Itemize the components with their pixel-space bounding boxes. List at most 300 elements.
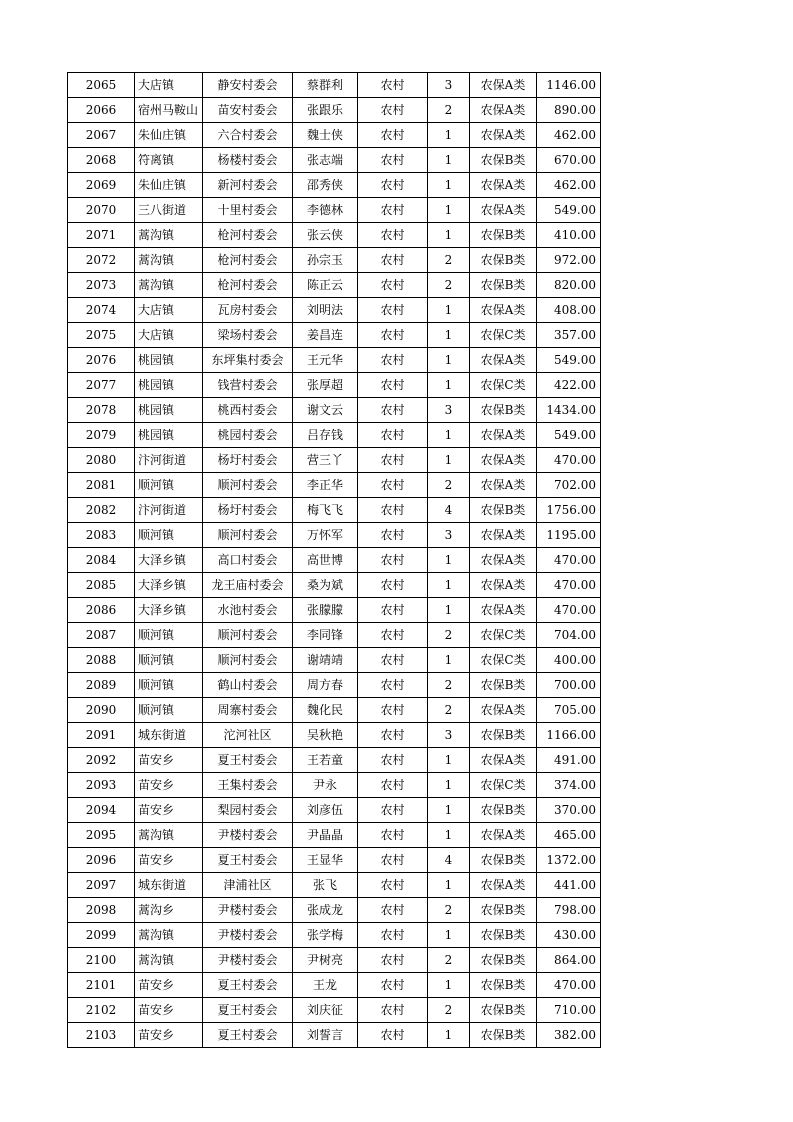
household-type-cell: 农村	[358, 848, 428, 873]
insurance-category-cell: 农保A类	[470, 73, 537, 98]
amount-cell: 702.00	[537, 473, 601, 498]
table-row	[68, 273, 601, 298]
person-name-cell: 刘誓言	[293, 1023, 358, 1048]
person-name-cell: 蔡群利	[293, 73, 358, 98]
member-count-cell: 1	[428, 748, 470, 773]
insurance-category-cell: 农保C类	[470, 373, 537, 398]
village-cell: 高口村委会	[203, 548, 293, 573]
household-type-cell: 农村	[358, 398, 428, 423]
town-cell: 朱仙庄镇	[135, 173, 203, 198]
record-id-cell: 2073	[68, 273, 135, 298]
insurance-category-cell: 农保C类	[470, 623, 537, 648]
member-count-cell: 1	[428, 548, 470, 573]
village-cell: 钱营村委会	[203, 373, 293, 398]
insurance-category-cell: 农保A类	[470, 123, 537, 148]
amount-cell: 462.00	[537, 173, 601, 198]
town-cell: 蒿沟乡	[135, 898, 203, 923]
person-name-cell: 魏化民	[293, 698, 358, 723]
household-type-cell: 农村	[358, 698, 428, 723]
member-count-cell: 1	[428, 823, 470, 848]
person-name-cell: 刘明法	[293, 298, 358, 323]
village-cell: 尹楼村委会	[203, 948, 293, 973]
insurance-category-cell: 农保B类	[470, 898, 537, 923]
table-row	[68, 898, 601, 923]
member-count-cell: 2	[428, 898, 470, 923]
household-type-cell: 农村	[358, 923, 428, 948]
village-cell: 鹤山村委会	[203, 673, 293, 698]
insurance-category-cell: 农保B类	[470, 923, 537, 948]
household-type-cell: 农村	[358, 173, 428, 198]
person-name-cell: 李德林	[293, 198, 358, 223]
table-row	[68, 248, 601, 273]
member-count-cell: 1	[428, 873, 470, 898]
amount-cell: 1372.00	[537, 848, 601, 873]
insurance-category-cell: 农保C类	[470, 648, 537, 673]
town-cell: 桃园镇	[135, 423, 203, 448]
person-name-cell: 张厚超	[293, 373, 358, 398]
village-cell: 杨圩村委会	[203, 448, 293, 473]
household-type-cell: 农村	[358, 98, 428, 123]
insurance-category-cell: 农保A类	[470, 423, 537, 448]
insurance-category-cell: 农保B类	[470, 973, 537, 998]
person-name-cell: 张飞	[293, 873, 358, 898]
person-name-cell: 高世博	[293, 548, 358, 573]
town-cell: 顺河镇	[135, 473, 203, 498]
town-cell: 大泽乡镇	[135, 598, 203, 623]
record-id-cell: 2069	[68, 173, 135, 198]
record-id-cell: 2089	[68, 673, 135, 698]
town-cell: 蒿沟镇	[135, 223, 203, 248]
household-type-cell: 农村	[358, 523, 428, 548]
household-type-cell: 农村	[358, 248, 428, 273]
table-row	[68, 73, 601, 98]
table-row	[68, 498, 601, 523]
person-name-cell: 刘庆征	[293, 998, 358, 1023]
town-cell: 大泽乡镇	[135, 573, 203, 598]
table-row	[68, 173, 601, 198]
member-count-cell: 1	[428, 573, 470, 598]
table-row	[68, 573, 601, 598]
village-cell: 沱河社区	[203, 723, 293, 748]
village-cell: 尹楼村委会	[203, 923, 293, 948]
town-cell: 桃园镇	[135, 373, 203, 398]
insurance-category-cell: 农保A类	[470, 298, 537, 323]
household-type-cell: 农村	[358, 148, 428, 173]
household-type-cell: 农村	[358, 548, 428, 573]
record-id-cell: 2071	[68, 223, 135, 248]
member-count-cell: 1	[428, 973, 470, 998]
amount-cell: 1146.00	[537, 73, 601, 98]
household-type-cell: 农村	[358, 573, 428, 598]
record-id-cell: 2092	[68, 748, 135, 773]
table-row	[68, 548, 601, 573]
insurance-category-cell: 农保A类	[470, 348, 537, 373]
village-cell: 夏王村委会	[203, 998, 293, 1023]
record-id-cell: 2086	[68, 598, 135, 623]
record-id-cell: 2090	[68, 698, 135, 723]
village-cell: 夏王村委会	[203, 973, 293, 998]
village-cell: 尹楼村委会	[203, 823, 293, 848]
amount-cell: 1756.00	[537, 498, 601, 523]
record-id-cell: 2103	[68, 1023, 135, 1048]
person-name-cell: 张学梅	[293, 923, 358, 948]
member-count-cell: 2	[428, 998, 470, 1023]
village-cell: 梁场村委会	[203, 323, 293, 348]
amount-cell: 470.00	[537, 973, 601, 998]
table-row	[68, 123, 601, 148]
member-count-cell: 1	[428, 798, 470, 823]
member-count-cell: 1	[428, 173, 470, 198]
record-id-cell: 2101	[68, 973, 135, 998]
person-name-cell: 王龙	[293, 973, 358, 998]
town-cell: 大店镇	[135, 73, 203, 98]
record-id-cell: 2088	[68, 648, 135, 673]
village-cell: 桃园村委会	[203, 423, 293, 448]
insurance-category-cell: 农保A类	[470, 173, 537, 198]
member-count-cell: 2	[428, 673, 470, 698]
member-count-cell: 1	[428, 923, 470, 948]
member-count-cell: 2	[428, 248, 470, 273]
person-name-cell: 陈正云	[293, 273, 358, 298]
person-name-cell: 桑为斌	[293, 573, 358, 598]
record-id-cell: 2085	[68, 573, 135, 598]
table-row	[68, 798, 601, 823]
record-id-cell: 2066	[68, 98, 135, 123]
table-row	[68, 973, 601, 998]
person-name-cell: 李同锋	[293, 623, 358, 648]
table-row	[68, 623, 601, 648]
household-type-cell: 农村	[358, 198, 428, 223]
member-count-cell: 1	[428, 198, 470, 223]
table-row	[68, 473, 601, 498]
town-cell: 顺河镇	[135, 698, 203, 723]
table-row	[68, 823, 601, 848]
member-count-cell: 3	[428, 723, 470, 748]
person-name-cell: 营三丫	[293, 448, 358, 473]
amount-cell: 470.00	[537, 573, 601, 598]
town-cell: 汴河街道	[135, 498, 203, 523]
record-id-cell: 2100	[68, 948, 135, 973]
person-name-cell: 梅飞飞	[293, 498, 358, 523]
person-name-cell: 魏士侠	[293, 123, 358, 148]
household-type-cell: 农村	[358, 598, 428, 623]
household-type-cell: 农村	[358, 723, 428, 748]
record-id-cell: 2098	[68, 898, 135, 923]
amount-cell: 470.00	[537, 598, 601, 623]
village-cell: 龙王庙村委会	[203, 573, 293, 598]
town-cell: 蒿沟镇	[135, 923, 203, 948]
village-cell: 夏王村委会	[203, 1023, 293, 1048]
town-cell: 朱仙庄镇	[135, 123, 203, 148]
table-row	[68, 348, 601, 373]
record-id-cell: 2070	[68, 198, 135, 223]
table-row	[68, 673, 601, 698]
record-id-cell: 2076	[68, 348, 135, 373]
member-count-cell: 1	[428, 598, 470, 623]
member-count-cell: 1	[428, 773, 470, 798]
household-type-cell: 农村	[358, 473, 428, 498]
insurance-category-cell: 农保A类	[470, 548, 537, 573]
household-type-cell: 农村	[358, 948, 428, 973]
person-name-cell: 张云侠	[293, 223, 358, 248]
amount-cell: 549.00	[537, 348, 601, 373]
record-id-cell: 2091	[68, 723, 135, 748]
person-name-cell: 张成龙	[293, 898, 358, 923]
household-type-cell: 农村	[358, 373, 428, 398]
household-type-cell: 农村	[358, 123, 428, 148]
town-cell: 汴河街道	[135, 448, 203, 473]
person-name-cell: 周方春	[293, 673, 358, 698]
member-count-cell: 3	[428, 398, 470, 423]
amount-cell: 382.00	[537, 1023, 601, 1048]
insurance-category-cell: 农保A类	[470, 98, 537, 123]
record-id-cell: 2094	[68, 798, 135, 823]
household-type-cell: 农村	[358, 773, 428, 798]
insurance-category-cell: 农保A类	[470, 473, 537, 498]
person-name-cell: 吴秋艳	[293, 723, 358, 748]
insurance-category-cell: 农保B类	[470, 273, 537, 298]
amount-cell: 370.00	[537, 798, 601, 823]
amount-cell: 710.00	[537, 998, 601, 1023]
record-id-cell: 2075	[68, 323, 135, 348]
insurance-category-cell: 农保A类	[470, 873, 537, 898]
table-row	[68, 1023, 601, 1048]
household-type-cell: 农村	[358, 1023, 428, 1048]
person-name-cell: 张跟乐	[293, 98, 358, 123]
town-cell: 蒿沟镇	[135, 248, 203, 273]
amount-cell: 704.00	[537, 623, 601, 648]
village-cell: 周寨村委会	[203, 698, 293, 723]
table-row	[68, 923, 601, 948]
member-count-cell: 1	[428, 348, 470, 373]
insurance-category-cell: 农保B类	[470, 248, 537, 273]
insurance-category-cell: 农保B类	[470, 998, 537, 1023]
village-cell: 夏王村委会	[203, 848, 293, 873]
village-cell: 梨园村委会	[203, 798, 293, 823]
record-id-cell: 2068	[68, 148, 135, 173]
village-cell: 东坪集村委会	[203, 348, 293, 373]
amount-cell: 549.00	[537, 423, 601, 448]
record-id-cell: 2079	[68, 423, 135, 448]
village-cell: 苗安村委会	[203, 98, 293, 123]
insurance-category-cell: 农保B类	[470, 223, 537, 248]
insurance-category-cell: 农保C类	[470, 773, 537, 798]
member-count-cell: 1	[428, 123, 470, 148]
member-count-cell: 3	[428, 73, 470, 98]
table-row	[68, 873, 601, 898]
town-cell: 符离镇	[135, 148, 203, 173]
record-id-cell: 2087	[68, 623, 135, 648]
household-type-cell: 农村	[358, 673, 428, 698]
member-count-cell: 2	[428, 98, 470, 123]
town-cell: 大泽乡镇	[135, 548, 203, 573]
amount-cell: 864.00	[537, 948, 601, 973]
village-cell: 桃西村委会	[203, 398, 293, 423]
record-id-cell: 2102	[68, 998, 135, 1023]
table-row	[68, 948, 601, 973]
member-count-cell: 1	[428, 323, 470, 348]
village-cell: 十里村委会	[203, 198, 293, 223]
person-name-cell: 孙宗玉	[293, 248, 358, 273]
village-cell: 津浦社区	[203, 873, 293, 898]
town-cell: 蒿沟镇	[135, 273, 203, 298]
record-id-cell: 2083	[68, 523, 135, 548]
village-cell: 杨圩村委会	[203, 498, 293, 523]
record-id-cell: 2080	[68, 448, 135, 473]
town-cell: 桃园镇	[135, 348, 203, 373]
person-name-cell: 姜昌连	[293, 323, 358, 348]
amount-cell: 462.00	[537, 123, 601, 148]
amount-cell: 670.00	[537, 148, 601, 173]
person-name-cell: 尹树亮	[293, 948, 358, 973]
record-id-cell: 2097	[68, 873, 135, 898]
village-cell: 顺河村委会	[203, 473, 293, 498]
record-id-cell: 2077	[68, 373, 135, 398]
town-cell: 苗安乡	[135, 973, 203, 998]
person-name-cell: 刘彦伍	[293, 798, 358, 823]
insurance-category-cell: 农保B类	[470, 1023, 537, 1048]
insurance-category-cell: 农保A类	[470, 523, 537, 548]
town-cell: 大店镇	[135, 298, 203, 323]
amount-cell: 1166.00	[537, 723, 601, 748]
member-count-cell: 1	[428, 148, 470, 173]
member-count-cell: 1	[428, 1023, 470, 1048]
person-name-cell: 邵秀侠	[293, 173, 358, 198]
town-cell: 三八街道	[135, 198, 203, 223]
member-count-cell: 1	[428, 373, 470, 398]
village-cell: 静安村委会	[203, 73, 293, 98]
amount-cell: 400.00	[537, 648, 601, 673]
town-cell: 城东街道	[135, 873, 203, 898]
person-name-cell: 李正华	[293, 473, 358, 498]
amount-cell: 491.00	[537, 748, 601, 773]
village-cell: 枪河村委会	[203, 273, 293, 298]
record-id-cell: 2093	[68, 773, 135, 798]
table-row	[68, 773, 601, 798]
insurance-category-cell: 农保B类	[470, 673, 537, 698]
record-id-cell: 2082	[68, 498, 135, 523]
amount-cell: 430.00	[537, 923, 601, 948]
amount-cell: 700.00	[537, 673, 601, 698]
amount-cell: 441.00	[537, 873, 601, 898]
insurance-category-cell: 农保A类	[470, 448, 537, 473]
town-cell: 顺河镇	[135, 673, 203, 698]
town-cell: 顺河镇	[135, 648, 203, 673]
records-table-body	[68, 73, 601, 1048]
household-type-cell: 农村	[358, 273, 428, 298]
household-type-cell: 农村	[358, 798, 428, 823]
village-cell: 枪河村委会	[203, 223, 293, 248]
insurance-category-cell: 农保B类	[470, 498, 537, 523]
amount-cell: 357.00	[537, 323, 601, 348]
record-id-cell: 2096	[68, 848, 135, 873]
record-id-cell: 2081	[68, 473, 135, 498]
insurance-category-cell: 农保A类	[470, 748, 537, 773]
household-type-cell: 农村	[358, 423, 428, 448]
table-row	[68, 748, 601, 773]
records-table	[67, 72, 601, 1048]
village-cell: 枪河村委会	[203, 248, 293, 273]
household-type-cell: 农村	[358, 898, 428, 923]
household-type-cell: 农村	[358, 648, 428, 673]
household-type-cell: 农村	[358, 448, 428, 473]
person-name-cell: 王元华	[293, 348, 358, 373]
village-cell: 顺河村委会	[203, 523, 293, 548]
person-name-cell: 尹永	[293, 773, 358, 798]
table-row	[68, 523, 601, 548]
town-cell: 苗安乡	[135, 798, 203, 823]
amount-cell: 890.00	[537, 98, 601, 123]
table-row	[68, 223, 601, 248]
table-row	[68, 398, 601, 423]
village-cell: 杨楼村委会	[203, 148, 293, 173]
person-name-cell: 谢文云	[293, 398, 358, 423]
record-id-cell: 2084	[68, 548, 135, 573]
village-cell: 六合村委会	[203, 123, 293, 148]
household-type-cell: 农村	[358, 298, 428, 323]
household-type-cell: 农村	[358, 623, 428, 648]
amount-cell: 465.00	[537, 823, 601, 848]
amount-cell: 820.00	[537, 273, 601, 298]
amount-cell: 798.00	[537, 898, 601, 923]
table-row	[68, 848, 601, 873]
member-count-cell: 1	[428, 423, 470, 448]
member-count-cell: 1	[428, 448, 470, 473]
town-cell: 蒿沟镇	[135, 948, 203, 973]
table-row	[68, 423, 601, 448]
town-cell: 顺河镇	[135, 523, 203, 548]
insurance-category-cell: 农保A类	[470, 198, 537, 223]
insurance-category-cell: 农保B类	[470, 148, 537, 173]
member-count-cell: 1	[428, 298, 470, 323]
town-cell: 蒿沟镇	[135, 823, 203, 848]
household-type-cell: 农村	[358, 498, 428, 523]
household-type-cell: 农村	[358, 973, 428, 998]
amount-cell: 1434.00	[537, 398, 601, 423]
household-type-cell: 农村	[358, 348, 428, 373]
town-cell: 桃园镇	[135, 398, 203, 423]
insurance-category-cell: 农保B类	[470, 798, 537, 823]
town-cell: 顺河镇	[135, 623, 203, 648]
member-count-cell: 2	[428, 273, 470, 298]
table-row	[68, 998, 601, 1023]
household-type-cell: 农村	[358, 998, 428, 1023]
household-type-cell: 农村	[358, 323, 428, 348]
person-name-cell: 张朦朦	[293, 598, 358, 623]
record-id-cell: 2065	[68, 73, 135, 98]
person-name-cell: 谢靖靖	[293, 648, 358, 673]
town-cell: 大店镇	[135, 323, 203, 348]
amount-cell: 374.00	[537, 773, 601, 798]
insurance-category-cell: 农保A类	[470, 823, 537, 848]
record-id-cell: 2095	[68, 823, 135, 848]
amount-cell: 422.00	[537, 373, 601, 398]
amount-cell: 408.00	[537, 298, 601, 323]
town-cell: 苗安乡	[135, 773, 203, 798]
member-count-cell: 4	[428, 848, 470, 873]
record-id-cell: 2067	[68, 123, 135, 148]
village-cell: 尹楼村委会	[203, 898, 293, 923]
member-count-cell: 1	[428, 648, 470, 673]
record-id-cell: 2072	[68, 248, 135, 273]
insurance-category-cell: 农保B类	[470, 723, 537, 748]
table-row	[68, 373, 601, 398]
table-row	[68, 648, 601, 673]
table-row	[68, 448, 601, 473]
table-row	[68, 323, 601, 348]
town-cell: 苗安乡	[135, 748, 203, 773]
person-name-cell: 王若童	[293, 748, 358, 773]
